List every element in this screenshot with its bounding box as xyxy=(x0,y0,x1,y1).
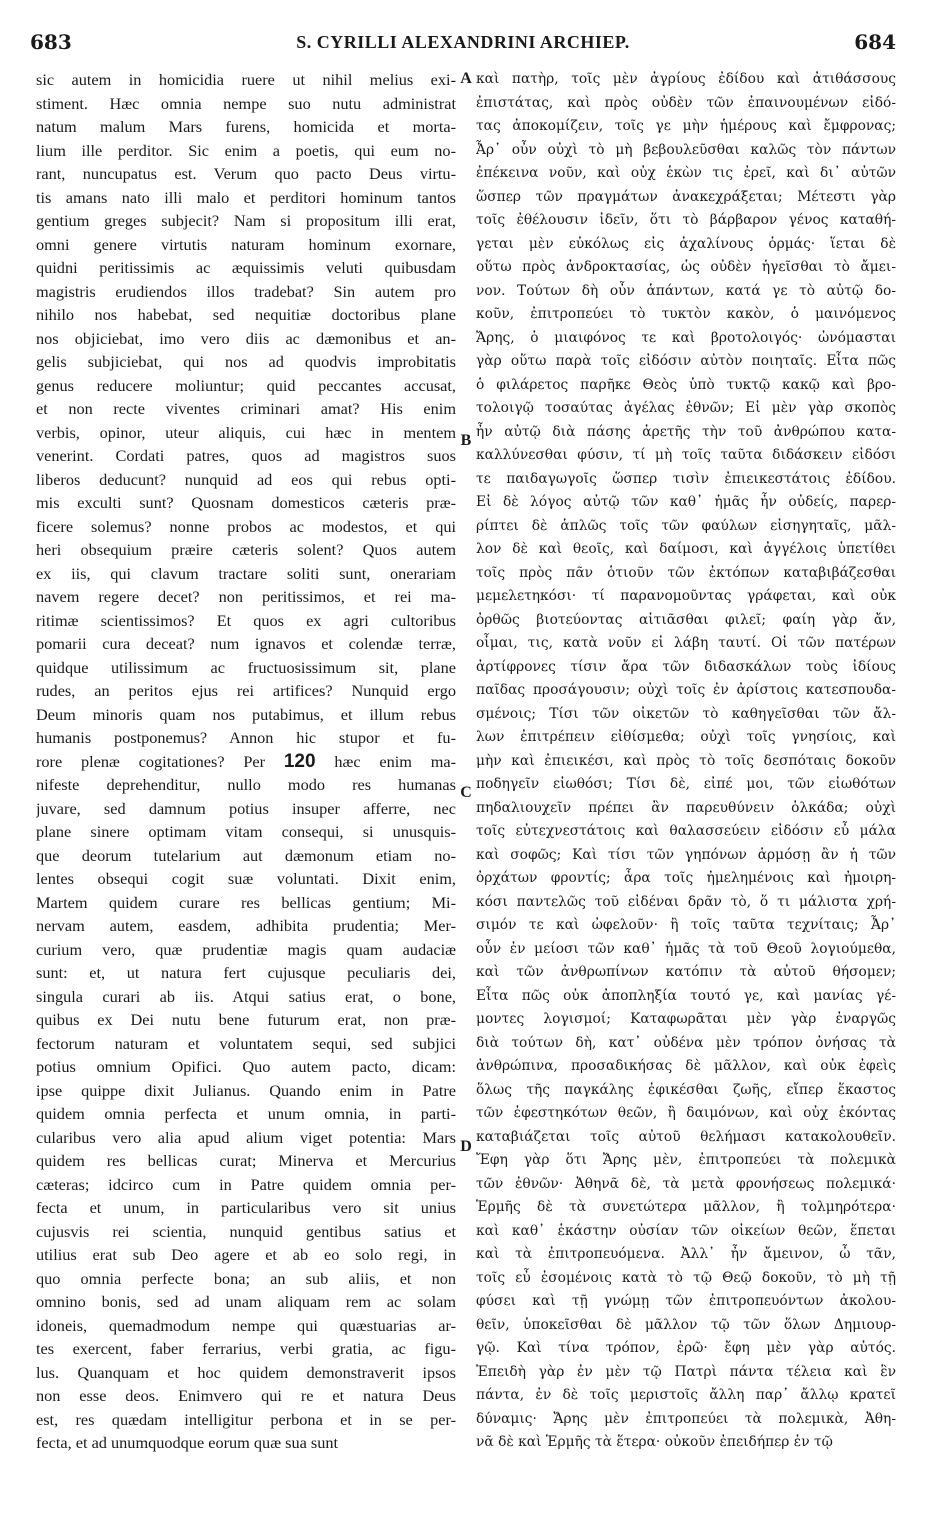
section-marker-d: D xyxy=(460,1138,472,1155)
text-line: nervam autem, easdem, adhibita prudentia; Mer- xyxy=(36,916,456,935)
text-line: καὶ καθ᾽ ἑκάστην οὐσίαν τῶν οἰκείων θεῶν, ἕπεται xyxy=(476,1222,896,1239)
section-marker-c: C xyxy=(460,784,472,801)
text-line: μὴν καὶ ἐπιεικέσι, καὶ πρὸς τὸ τοῖς δεσπόταις δοκοῦν xyxy=(476,752,896,769)
page-number-left: 683 xyxy=(30,30,72,54)
text-line: plane sinere optimam vitam consequi, si unusquis- xyxy=(36,822,456,841)
text-line: cujusvis rei scientia, nunquid gentibus satius et xyxy=(36,1221,456,1241)
text-line: γῷ. Καὶ τίνα τρόπον, ἐρῶ· ἔφη μὲν γὰρ αὐτός. xyxy=(476,1340,896,1356)
text-line: λον δὲ καὶ θεοῖς, καὶ δαίμοσι, καὶ ἀγγέλοις ὑπετίθει xyxy=(476,541,896,557)
text-line: καὶ σοφῶς; Καὶ τίσι τῶν γηπόνων ἁρμόσῃ ἂν ἡ τῶν xyxy=(476,846,896,863)
text-line: potius omnium Opifici. Quo autem pacto, dicam: xyxy=(36,1057,456,1076)
text-line: οἶμαι, τις, κατὰ νοῦν εἰ λάβη ταυτί. Οἱ τῶν πατέρων xyxy=(476,635,896,651)
text-line: stiment. Hæc omnia nempe suo nutu administrat xyxy=(36,93,456,113)
text-line: nos objiciebat, imo vero diis ac dæmonibus et an- xyxy=(36,328,456,348)
text-line: lentes obsequi cogit suæ voluntati. Dixit enim, xyxy=(36,869,456,888)
latin-column xyxy=(36,68,456,1455)
text-segment: hæc enim ma- xyxy=(334,751,456,771)
text-line: tes exercent, faber ferrarius, verbi gratia, ac figu- xyxy=(36,1339,456,1358)
column-number: 120 xyxy=(283,750,316,772)
text-line: μεμελετηκόσι· τί παρανομοῦντας γράφεται, καὶ οὐκ xyxy=(476,588,896,604)
text-line: κόσι παντελῶς τοῦ εἰδέναι δρᾶν τὸ, ὅ τι μάλιστα χρή- xyxy=(476,893,896,910)
text-line: Εἰ δὲ λόγος αὐτῷ τῶν καθ᾽ ἡμᾶς ἦν οὐδείς, παρερ- xyxy=(476,494,896,510)
text-line: τῶν ἐθνῶν· Ἀθηνᾶ δὲ, τὰ μετὰ φρονήσεως πολεμικά· xyxy=(476,1175,896,1192)
text-line: ὥσπερ τῶν πραγμάτων ἀνακεχράξεται; Μέτεστι γὰρ xyxy=(476,188,896,205)
text-line: ἦν αὐτῷ διὰ πάσης ἀρετῆς τὴν τοῦ ἀνθρώπου κατα- xyxy=(476,423,896,440)
text-line: lus. Quanquam et hoc quidem demonstraverit ipsos xyxy=(36,1362,456,1382)
text-line: Ἄρης, ὁ μιαιφόνος τε καὶ βροτολοιγός· ὠνόμασται xyxy=(476,329,896,346)
text-line: lium ille perditor. Sic enim a poetis, qui eum no- xyxy=(36,140,456,160)
text-line: τοῖς πρὸς πᾶν ὁτιοῦν τῶν ἐκτόπων καταβιβάζεσθαι xyxy=(476,564,896,581)
text-line: rant, nuncupatus est. Verum quo pacto Deus virtu- xyxy=(36,164,456,183)
text-line: νᾶ δὲ καὶ Ἑρμῆς τὰ ἕτερα· οὐκοῦν ἐπειδήπερ ἐν τῷ xyxy=(476,1434,833,1450)
text-line: καὶ τῶν ἀνθρωπίνων κατόπιν τὰ αὐτοῦ θήσομεν; xyxy=(476,964,896,980)
text-line: ex iis, qui clavum tractare soliti sunt, onerariam xyxy=(36,563,456,583)
text-line: que deorum tutelarium aut dæmonum etiam no- xyxy=(36,845,456,865)
text-line: γὰρ οὕτω παρὰ τοῖς εἰδόσιν αὐτὸν ποιηταῖς. Εἶτα πῶς xyxy=(476,353,896,369)
text-line: παῖδας προσάγουσιν; οὐχὶ τοῖς ἐν ἀρίστοις κατεσπουδα- xyxy=(476,682,896,698)
text-line: cæteras; idcirco cum in Patre quidem omnia per- xyxy=(36,1174,456,1194)
running-title: S. CYRILLI ALEXANDRINI ARCHIEP. xyxy=(296,32,630,52)
greek-column xyxy=(476,68,896,1455)
text-line: gentium greges subjecit? Nam si propositum illi erat, xyxy=(36,211,456,230)
text-line: juvare, sed damnum potius insuper afferre, nec xyxy=(36,798,456,818)
text-line: Martem quidem curare res bellicas gentium; Mi- xyxy=(36,892,456,912)
text-line: quibus ex Dei nutu bene futurum erat, non præ- xyxy=(36,1010,456,1029)
text-line: οὕτω πρὸς ἀνδροκτασίας, ὡς οὐδὲν ἡγεῖσθαι τὸ ἄμει- xyxy=(476,259,896,275)
text-line: cularibus vero alia apud alium viget potentia: Mars xyxy=(36,1127,456,1147)
text-line: ipse quippe dixit Julianus. Quando enim in Patre xyxy=(36,1080,456,1100)
text-line: Ἆρ᾽ οὖν οὐχὶ τὸ μὴ βεβουλεῦσθαι καλῶς τὸν πάντων xyxy=(476,141,896,158)
text-line: mis exculti sunt? Quosnam domesticos cæteris præ- xyxy=(36,493,456,512)
text-line: φύσει καὶ τῇ γνώμῃ τῶν ἐπιτροπευόντων ἀκολου- xyxy=(476,1293,896,1309)
text-line: idoneis, quemadmodum nempe qui quæstuarias ar- xyxy=(36,1315,456,1335)
text-line: Ἑρμῆς δὲ τὰ συνετώτερα μᾶλλον, ἢ τολμηρότερα· xyxy=(476,1199,896,1215)
text-line: gelis subjiciebat, qui nos ad quodvis improbitatis xyxy=(36,352,456,371)
text-line: ἐπιστάτας, καὶ πρὸς οὐδὲν τῶν ἐπαινουμένων εἰδό- xyxy=(476,94,896,111)
text-line: venerint. Cordati patres, quos ad magistros suos xyxy=(36,446,456,465)
text-line: ὁ φιλάρετος παρῆκε Θεὸς ὑπὸ τυκτῷ κακῷ καὶ βρο- xyxy=(476,376,896,393)
text-line: Εἶτα πῶς οὐκ ἀποπληξία τουτό γε, καὶ μανίας γέ- xyxy=(476,987,896,1004)
text-line: τοῖς εὐτεχνεστάτοις καὶ θαλασσεύειν εἰδόσιν εὖ μάλα xyxy=(476,823,896,839)
text-line: τοῖς εὖ ἐσομένοις κατὰ τὸ τῷ Θεῷ δοκοῦν, τὸ μὴ τῇ xyxy=(476,1269,896,1286)
text-line: fecta, et ad unumquodque eorum quæ sua sunt xyxy=(36,1433,339,1452)
text-line: tis amans nato illi malo et perditori hominum tantos xyxy=(36,187,456,207)
text-line: πηδαλιουχεῖν πρέπει ἂν παρευθύνειν ὁλκάδα; οὐχὶ xyxy=(476,799,896,816)
text-line: μοντες λογισμοί; Καταφωρᾶται μὲν γὰρ ἐναργῶς xyxy=(476,1011,896,1027)
text-line: utilius erat sub Deo agere et ab eo solo regi, in xyxy=(36,1245,456,1264)
text-line: τολοιγῷ τοσαύτας ἀγέλας ἐθνῶν; Εἰ μὲν γὰρ σκοπὸς xyxy=(476,400,896,416)
text-line: pomarii cura deceat? num ignavos et colendæ terræ, xyxy=(36,634,456,653)
text-line: ritimæ scientissimos? Et quos ex agri cultoribus xyxy=(36,610,456,630)
text-line: humanis postponemus? Annon hic stupor et fu- xyxy=(36,728,456,747)
text-line: ἐπέκεινα νοῦν, καὶ οὐχ ἑκὼν τις ἐρεῖ, καὶ δι᾽ αὐτῶν xyxy=(476,165,896,181)
text-line: καλλύνεσθαι φύσιν, τί μὴ τοῖς ταῦτα διδάσκειν εἰδόσι xyxy=(476,447,896,463)
text-line: fecta et unum, in particularibus vero sit unius xyxy=(36,1198,456,1217)
text-line: ficere solemus? nonne probos ac modestos, et qui xyxy=(36,516,456,536)
text-line: natum malum Mars furens, homicida et morta- xyxy=(36,117,456,136)
text-line: ὀρχάτων φροντίς; ἆρα τοῖς ἠμελημένοις καὶ ἠμοιρη- xyxy=(476,870,896,886)
text-line: quidque utilissimum ac fructuosissimum sit, plane xyxy=(36,657,456,677)
text-line: genus reducere moliuntur; quid peccantes accusat, xyxy=(36,375,456,395)
text-line: sunt: et, ut natura fert cujusque peculiaris dei, xyxy=(36,963,456,982)
text-line: τῶν ἐφεστηκότων θεῶν, ἢ δαιμόνων, καὶ οὐχ ἑκόντας xyxy=(476,1105,896,1121)
text-line: τε παιδαγωγοῖς ὥσπερ τισὶν ἐπιεικεστάτοις ἐδίδου. xyxy=(476,470,896,487)
section-marker-b: B xyxy=(460,432,472,449)
text-line: est, res quædam intelligitur perbona et in se per- xyxy=(36,1409,456,1429)
text-line: sic autem in homicidia ruere ut nihil melius exi- xyxy=(36,70,456,89)
text-line: ὅλως τῆς παγκάλης ἐφικέσθαι ζωῆς, εἴπερ ἕκαστος xyxy=(476,1081,896,1098)
text-line: quo omnia perfecte bona; an sub aliis, et non xyxy=(36,1268,456,1288)
text-line: οὖν ἐν μείοσι τῶν καθ᾽ ἡμᾶς τὰ τοῦ Θεοῦ λογιούμεθα, xyxy=(476,940,896,957)
text-line: non esse deos. Enimvero qui re et natura Deus xyxy=(36,1386,456,1405)
page-number-right: 684 xyxy=(854,30,896,54)
text-line: omni genere virtutis naturam hominum exornare, xyxy=(36,234,456,254)
text-line: nihilo nos habebat, sed nequitiæ doctoribus plane xyxy=(36,305,456,324)
text-line: quidni peritissimis ac æquissimis veluti quibusdam xyxy=(36,258,456,277)
text-line: verbis, opinor, uteur aliquis, cui hæc in mentem xyxy=(36,422,456,442)
text-line: ὀρθῶς βιοτεύοντας αἰτιᾶσθαι φιλεῖ; φαίη γὰρ ἄν, xyxy=(476,611,896,628)
text-segment: rore plenæ cogitationes? Per xyxy=(36,751,266,771)
text-line: quidem omnia perfecta et unum omnia, in parti- xyxy=(36,1104,456,1123)
text-line: Deum minoris quam nos putabimus, et illum rebus xyxy=(36,704,456,724)
text-line: et non recte viventes criminari amat? His enim xyxy=(36,399,456,418)
text-line: ποδηγεῖν εἰωθόσι; Τίσι δὲ, εἰπέ μοι, τῶν εἰωθότων xyxy=(476,776,896,792)
text-line: τοῖς ἐθέλουσιν ἰδεῖν, ὅτι τὸ βάρβαρον γένος καταθή- xyxy=(476,212,896,228)
text-line: quidem res bellicas curat; Minerva et Mercurius xyxy=(36,1151,456,1170)
text-line: rudes, an peritos ejus rei artifices? Nunquid ergo xyxy=(36,681,456,700)
text-line: θεῖν, ὑποκεῖσθαι δὲ μᾶλλον τῷ τῶν ὅλων Δημιουρ- xyxy=(476,1316,896,1333)
text-line: σμένοις; Τίσι τῶν οἰκετῶν τὸ καθηγεῖσθαι τῶν ἄλ- xyxy=(476,705,896,722)
text-line: nifeste deprehenditur, nullo modo res humanas xyxy=(36,775,456,794)
text-line: δύναμις· Ἄρης μὲν ἐπιτροπεύει τὰ πολεμικὰ, Ἀθη- xyxy=(476,1410,896,1427)
text-line: magistris erudiendos illos tradebat? Sin autem pro xyxy=(36,281,456,301)
text-line: ἀρτίφρονες τίσιν ἄρα τῶν διδασκάλων τοὺς ἰδίους xyxy=(476,658,896,675)
text-line: πάντα, ἐν δὲ τοῖς μεριστοῖς ἄλλη παρ᾽ ἄλλῳ κρατεῖ xyxy=(476,1387,896,1403)
text-line: singula curari ab iis. Atqui satius erat, o bone, xyxy=(36,986,456,1006)
text-line: νον. Τούτων δὴ οὖν ἁπάντων, κατά γε τὸ αὐτῷ δο- xyxy=(476,282,896,299)
text-line: τας ἀποκομίζειν, τοῖς γε μὴν ἡμέρους καὶ ἔμφρονας; xyxy=(476,118,896,134)
text-line: κοῦν, ἐπιτροπεύει τὸ τυκτὸν κακὸν, ὁ μαινόμενος xyxy=(476,306,896,322)
text-line: καὶ πατὴρ, τοῖς μὲν ἀγρίους ἐδίδου καὶ ἀτιθάσσους xyxy=(476,71,896,87)
text-line: καὶ τὰ ἐπιτροπευόμενα. Ἀλλ᾽ ἦν ἄμεινον, ὦ τᾶν, xyxy=(476,1246,896,1262)
running-head xyxy=(30,30,896,64)
text-line: καταβιάζεται τοῖς αὐτοῦ θελήμασι κατακολουθεῖν. xyxy=(476,1128,896,1145)
text-line: Ἔφη γὰρ ὅτι Ἄρης μὲν, ἐπιτροπεύει τὰ πολεμικὰ xyxy=(476,1152,896,1168)
text-line: heri obsequium præire cæteris solent? Quos autem xyxy=(36,540,456,559)
text-line: ρίπτει δὲ ἁπλῶς τοῖς τῶν φαύλων εἰσηγηταῖς, μᾶλ- xyxy=(476,517,896,534)
text-line xyxy=(36,750,456,774)
text-line: omnino bonis, sed ad unam aliquam rem ac solam xyxy=(36,1292,456,1311)
text-line: σιμόν τε καὶ ὠφελοῦν· ἢ τοῖς ταῦτα τεχνίταις; Ἆρ᾽ xyxy=(476,917,896,933)
text-line: διὰ τούτων δὴ, κατ᾽ οὐδένα μὲν τρόπον ὀνήσας τὰ xyxy=(476,1034,896,1051)
text-line: Ἐπειδὴ γὰρ ἐν μὲν τῷ Πατρὶ πάντα τέλεια καὶ ἓν xyxy=(476,1363,896,1380)
text-line: ἀνθρώπινα, προσαδικήσας δὲ μᾶλλον, καὶ οὐκ ἐφεὶς xyxy=(476,1058,896,1074)
text-line: fectorum naturam et voluntatem sequi, sed subjici xyxy=(36,1033,456,1053)
text-line: λων ἐπιτρέπειν εἰθίσμεθα; οὐχὶ τοῖς γνησίοις, καὶ xyxy=(476,729,896,745)
text-line: curium vero, quæ prudentiæ magis quam audaciæ xyxy=(36,939,456,959)
section-marker-a: A xyxy=(460,70,472,87)
text-line: γεται μὲν εὐκόλως εἰς ἀχαλίνους ὁρμάς· ἵεται δὲ xyxy=(476,235,896,252)
text-line: liberos deducunt? nunquid ad eos qui rebus opti- xyxy=(36,469,456,489)
text-line: navem regere decet? non peritissimos, et rei ma- xyxy=(36,587,456,606)
